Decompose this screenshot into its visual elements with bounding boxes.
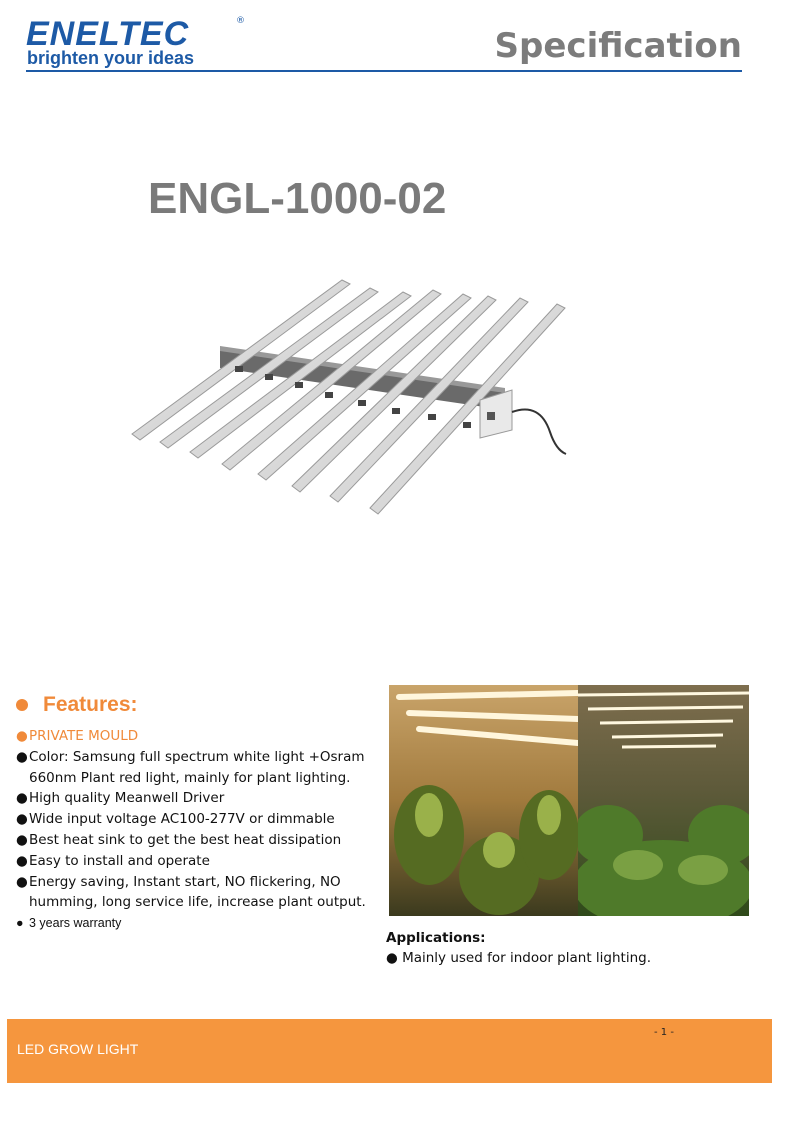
bullet-icon: ● xyxy=(16,748,28,765)
page-header-title: Specification xyxy=(494,26,742,66)
list-item: ● Easy to install and operate xyxy=(16,851,376,872)
list-item: ● PRIVATE MOULD xyxy=(16,726,376,747)
features-heading xyxy=(16,692,138,718)
product-model-title: ENGL-1000-02 xyxy=(148,174,447,223)
header-divider xyxy=(26,70,742,72)
list-item: ● High quality Meanwell Driver xyxy=(16,788,376,809)
logo-wordmark: ENELTEC xyxy=(26,15,190,53)
logo-tagline: brighten your ideas xyxy=(27,48,195,68)
brand-logo xyxy=(26,16,246,70)
page-number: - 1 - xyxy=(654,1027,674,1038)
bullet-icon: ● xyxy=(16,873,28,890)
grow-light-product-image xyxy=(120,262,580,522)
list-item: ● 3 years warranty xyxy=(16,913,376,934)
application-photo-greenhouse xyxy=(578,685,749,916)
list-item: ● Energy saving, Instant start, NO flickering, NO humming, long service life, increase plant output. xyxy=(16,873,366,911)
applications-heading: Applications: xyxy=(386,930,486,946)
bullet-icon: ● xyxy=(16,728,28,744)
bullet-icon: ● xyxy=(16,852,28,869)
footer-label: LED GROW LIGHT xyxy=(17,1041,139,1057)
registered-mark: ® xyxy=(236,16,245,26)
bullet-icon: ● xyxy=(16,790,28,807)
applications-text: ● Mainly used for indoor plant lighting. xyxy=(386,950,651,966)
bullet-dot-icon xyxy=(16,699,28,711)
features-title: Features: xyxy=(43,693,138,716)
features-list xyxy=(16,726,376,934)
list-item: ● Best heat sink to get the best heat dissipation xyxy=(16,830,376,851)
page-footer xyxy=(7,1019,772,1083)
list-item: ● Color: Samsung full spectrum white light +Osram 660nm Plant red light, mainly for plant lighting. xyxy=(16,748,365,786)
application-photo-closeup xyxy=(389,685,578,916)
list-item: ● Wide input voltage AC100-277V or dimmable xyxy=(16,809,376,830)
bullet-icon: ● xyxy=(16,916,24,931)
bullet-icon: ● xyxy=(16,831,28,848)
bullet-icon: ● xyxy=(16,811,28,828)
